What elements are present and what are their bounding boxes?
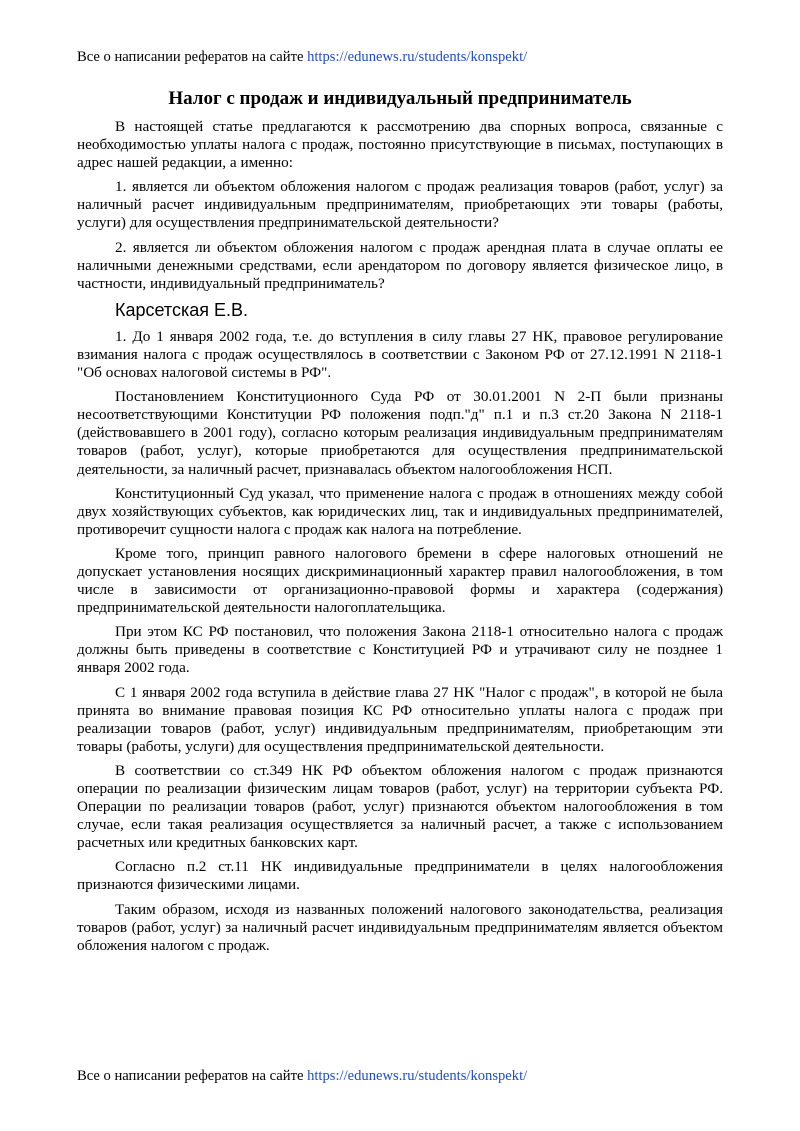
body-paragraph: Согласно п.2 ст.11 НК индивидуальные предприниматели в целях налогообложения признаются физическими лицами. [77,858,723,894]
article-content [77,118,723,961]
body-paragraph: С 1 января 2002 года вступила в действие глава 27 НК "Налог с продаж", в которой не была принята во внимание правовая позиция КС РФ относительно уплаты налога с продаж при реализации товаров (работ, услуг) индивидуальным предпринимателям, приобретающим эти товары (работы, услуги) для осуществления предпринимательской деятельности. [77,683,723,755]
body-paragraph: В соответствии со ст.349 НК РФ объектом обложения налогом с продаж признаются операции по реализации физическим лицам товаров (работ, услуг) на территории субъекта РФ. Операции по реализации товаров (работ, услуг) признаются объектом налогообложения в том случае, если такая реализация осуществляется за наличный расчет, а также с использованием расчетных или кредитных банковских карт. [77,761,723,852]
footer-link[interactable]: https://edunews.ru/students/konspekt/ [307,1068,528,1084]
article-title: Налог с продаж и индивидуальный предприниматель [168,88,632,109]
page-header [77,48,527,66]
body-paragraph: Постановлением Конституционного Суда РФ от 30.01.2001 N 2-П были признаны несоответствующими Конституции РФ положения подп."д" п.1 и п.3 ст.20 Закона N 2118-1 (действовавшего в 2001 году), согласно которым реализация индивидуальным предпринимателям товаров (работ, услуг), которые приобретаются для осуществления предпринимательской деятельности, за наличный расчет, признавалась объектом налогообложения НСП. [77,388,723,478]
body-paragraph: Таким образом, исходя из названных положений налогового законодательства, реализация товаров (работ, услуг) за наличный расчет индивидуальным предпринимателям является объектом обложения налогом с продаж. [77,900,723,954]
question-1: 1. является ли объектом обложения налогом с продаж реализация товаров (работ, услуг) за наличный расчет индивидуальным предпринимателям, приобретающих эти товары (работы, услуги) для осуществления предпринимательской деятельности? [77,178,723,232]
body-paragraph: Кроме того, принцип равного налогового бремени в сфере налоговых отношений не допускает установления носящих дискриминационный характер правил налогообложения, в том числе в зависимости от организационно-правовой формы и характера (содержания) предпринимательской деятельности налогоплательщика. [77,544,723,617]
header-link[interactable]: https://edunews.ru/students/konspekt/ [307,49,528,65]
author-name: Карсетская Е.В. [115,299,249,320]
body-paragraph: 1. До 1 января 2002 года, т.е. до вступления в силу главы 27 НК, правовое регулирование взимания налога с продаж осуществлялось в соответствии с Законом РФ от 27.12.1991 N 2118-1 "Об основах налоговой системы в РФ". [77,327,723,382]
question-2: 2. является ли объектом обложения налогом с продаж арендная плата в случае оплаты ее наличными денежными средствами, если арендатором по договору является физическое лицо, в частности, индивидуальный предприниматель? [77,238,723,292]
footer-text: Все о написании рефератов на сайте [77,1068,308,1084]
body-paragraph: При этом КС РФ постановил, что положения Закона 2118-1 относительно налога с продаж должны быть приведены в соответствие с Конституцией РФ и утрачивают силу не позднее 1 января 2002 года. [77,623,723,677]
intro-paragraph: В настоящей статье предлагаются к рассмотрению два спорных вопроса, связанные с необходимостью уплаты налога с продаж, постоянно присутствующие в письмах, поступающих в адрес нашей редакции, а именно: [77,118,723,172]
page-footer [77,1067,527,1085]
header-text: Все о написании рефератов на сайте [77,49,308,65]
body-paragraph: Конституционный Суд указал, что применение налога с продаж в отношениях между собой двух хозяйствующих субъектов, как юридических лиц, так и индивидуальных предпринимателей, противоречит сущности налога с продаж как налога на потребление. [77,484,723,538]
